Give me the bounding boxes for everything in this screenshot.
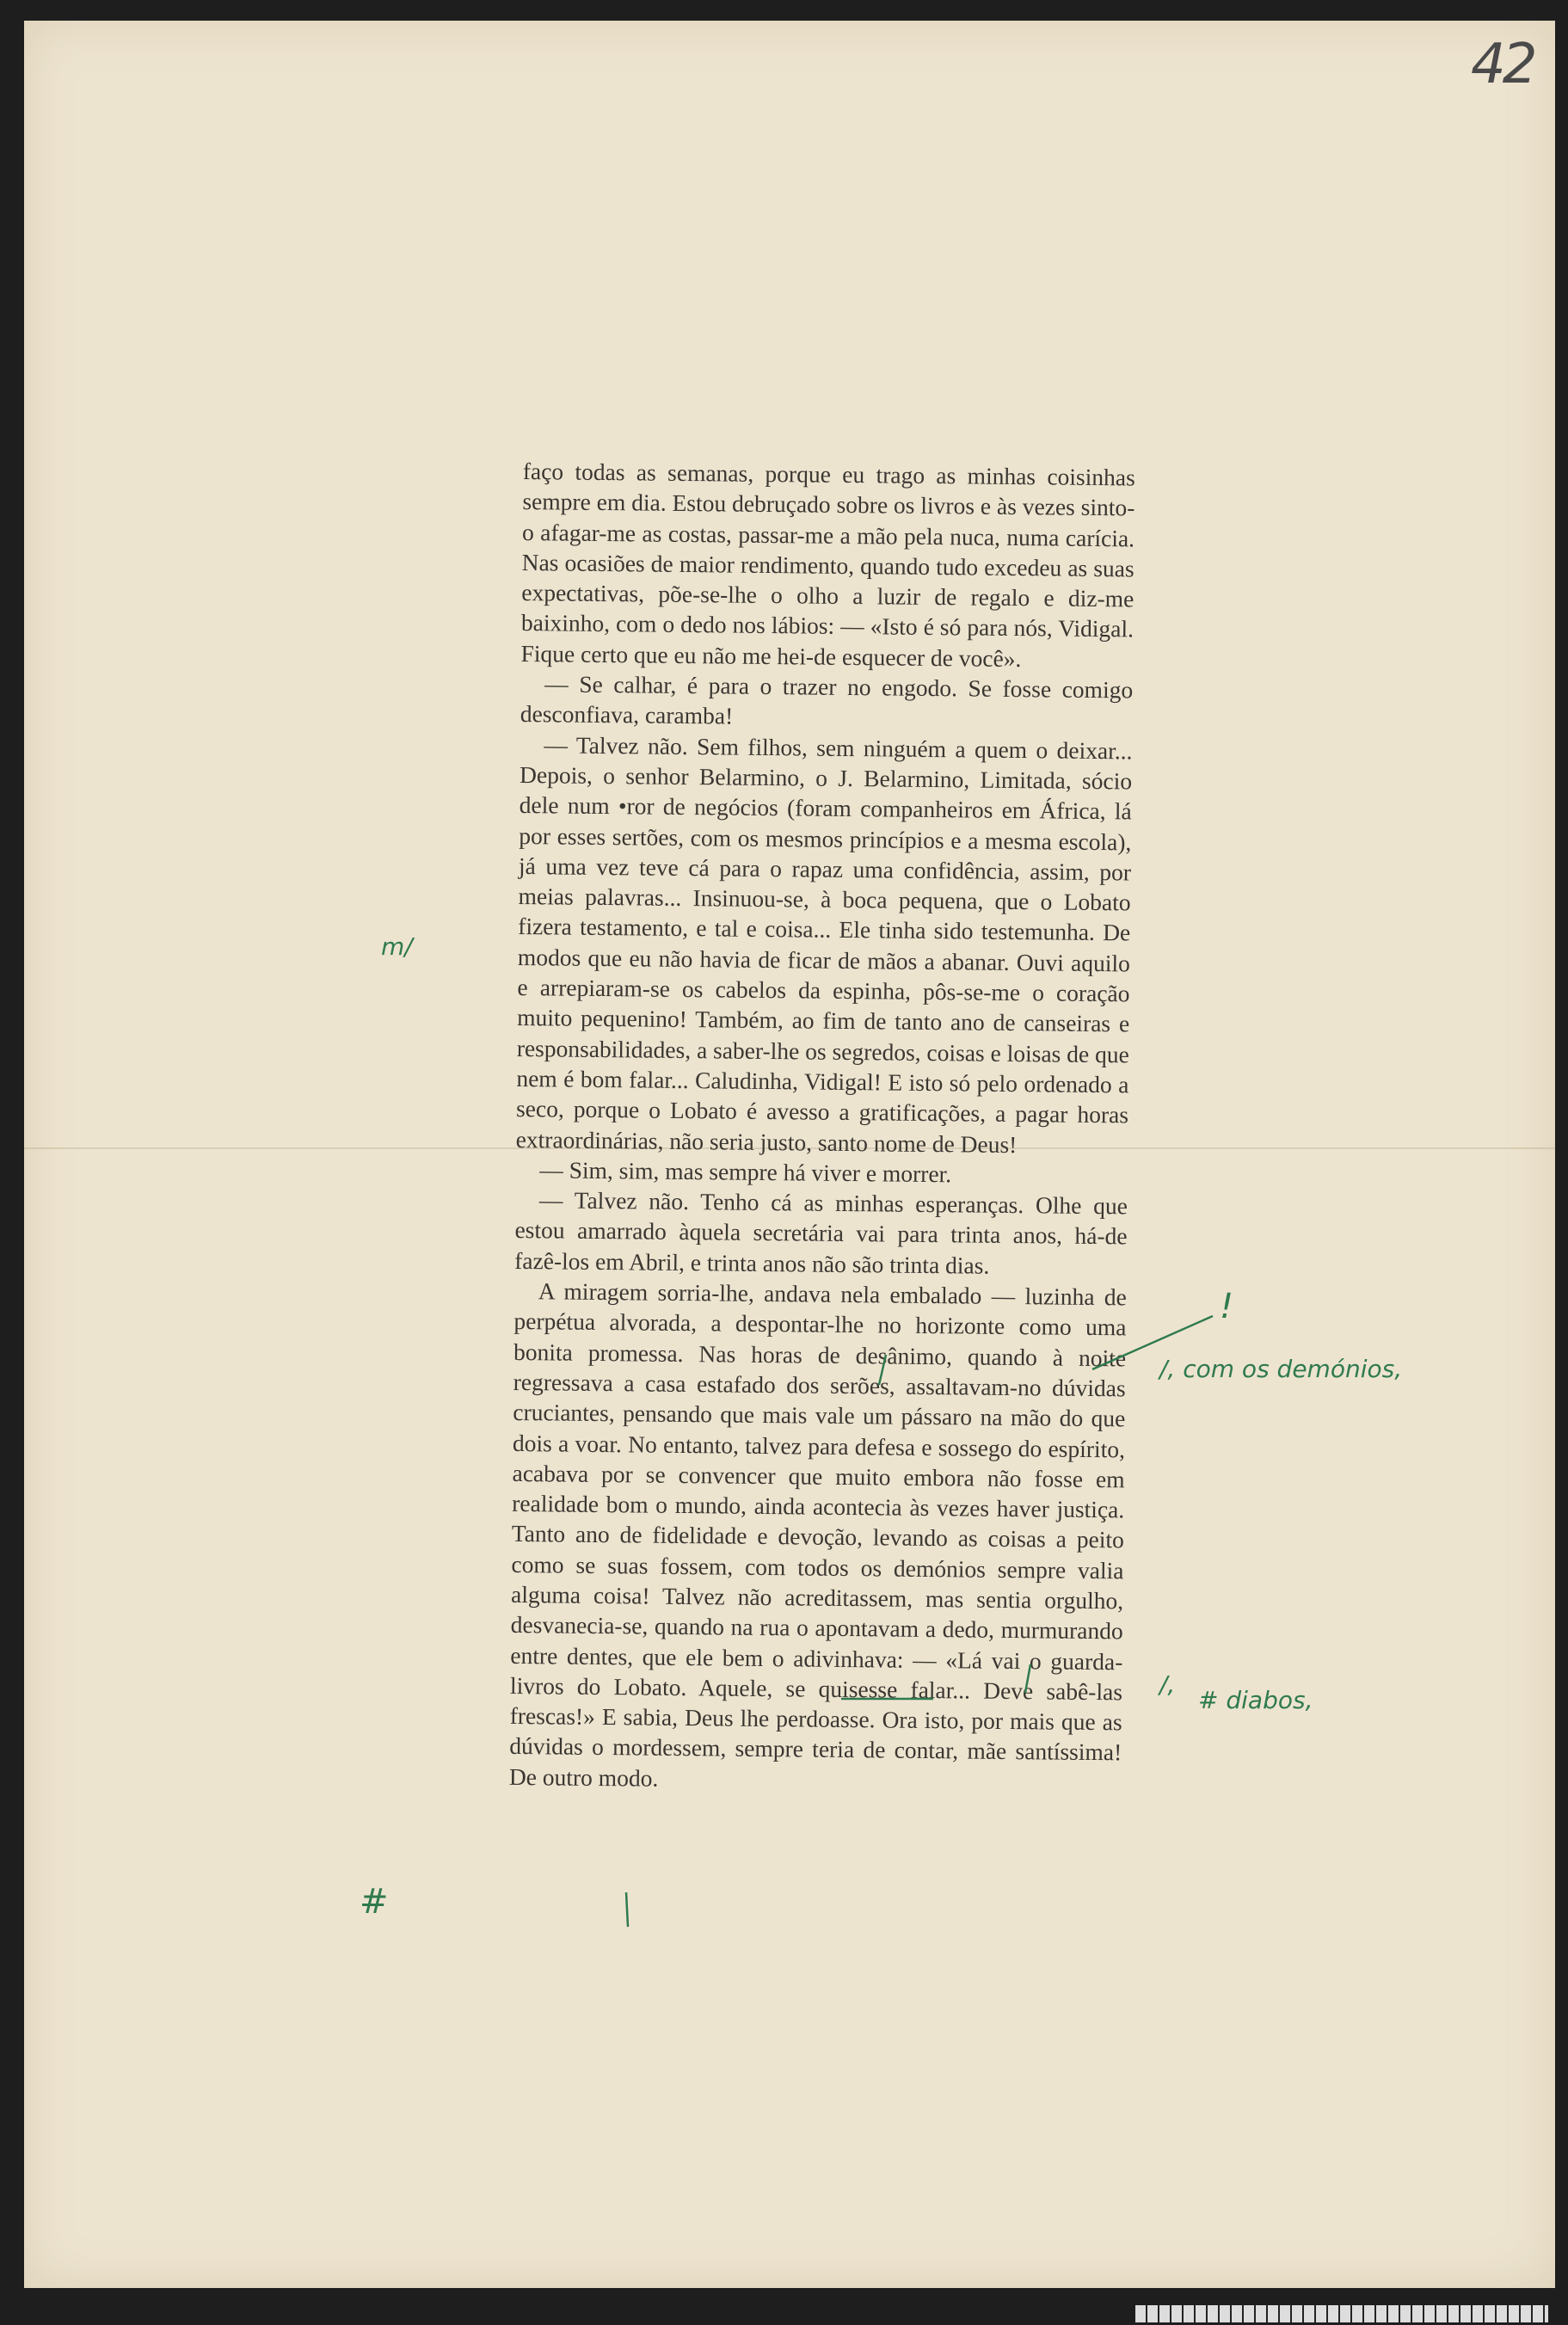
margin-correction-demonios: /, com os demónios,: [1159, 1355, 1403, 1383]
paragraph-2: — Se calhar, é para o trazer no engodo. Se fosse comigo desconfiava, caramba!: [520, 670, 1134, 729]
paragraph-4: — Sim, sim, mas sempre há viver e morrer.: [539, 1156, 952, 1188]
margin-mark-exclamation: !: [1220, 1287, 1234, 1326]
caret-mark-peito: [1025, 1664, 1030, 1693]
margin-mark-hash: #: [360, 1882, 389, 1922]
caret-mark-decontar: [626, 1892, 628, 1927]
paragraph-1: faço todas as semanas, porque eu trago as minhas coisinhas sempre em dia. Estou debruçado sobre os livros e às vezes sinto-o afagar-me as costas, passar-me a mão pela nuca, numa carícia. Nas ocasiões de maior rendimento, quando tudo excedeu as suas expectativas, põe-se-lhe o olho a luzir de regalo e diz-me baixinho, com o dedo nos lábios: — «Isto é só para nós, Vidigal. Fique certo que eu não me hei-de esquecer de você».: [520, 457, 1135, 672]
margin-correction-diabos: # diabos,: [1198, 1686, 1313, 1714]
caret-mark-anos: [879, 1355, 886, 1385]
paragraph-5: — Talvez não. Tenho cá as minhas esperanças. Olhe que estou amarrado àquela secretária vai para trinta anos, há-de fazê-los em Abril, e trinta anos não são trinta dias.: [514, 1186, 1128, 1279]
margin-mark-slash-comma: /,: [1159, 1670, 1176, 1699]
page-number: 42: [1471, 33, 1534, 96]
scale-ruler: [1135, 2305, 1548, 2322]
paragraph-6: A miragem sorria-lhe, andava nela embalado — luzinha de perpétua alvorada, a despontar-lhe no horizonte como uma bonita promessa. Nas horas de desânimo, quando à noite regressava a casa estafado dos serões, assaltavam-no dúvidas cruciantes, pensando que mais vale um pássaro na mão do que dois a voar. No entanto, talvez para defesa e sossego do espírito, acabava por se convencer que muito embora não fosse em realidade bom o mundo, ainda acontecia às vezes haver justiça. Tanto ano de fidelidade e devoção, levando as coisas a peito como se suas fossem, com todos os demónios sempre valia alguma coisa! Talvez não acreditassem, mas sentia orgulho, desvanecia-se, quando na rua o apontavam a dedo, murmurando entre dentes, que ele bem o adivinhava: — «Lá vai o guarda-livros do Lobato. Aquele, se quisesse falar... Deve sabê-las frescas!» E sabia, Deus lhe perdoasse. Ora isto, por mais que as dúvidas o mordessem, sempre teria de contar, mãe santíssima! De outro modo.: [508, 1277, 1127, 1792]
margin-mark-m: m/: [381, 932, 413, 961]
paragraph-3: — Talvez não. Sem filhos, sem ninguém a quem o deixar... Depois, o senhor Belarmino, o J. Belarmino, Limitada, sócio dele num •ror de negócios (foram companheiros em África, lá por esses sertões, com os mesmos princípios e a mesma escola), já uma vez teve cá para o rapaz uma confidência, assim, por meias palavras... Insinuou-se, à boca pequena, que o Lobato fizera testamento, e tal e coisa... Ele tinha sido testemunha. De modos que eu não havia de ficar de mãos a abanar. Ouvi aquilo e arrepiaram-se os cabelos da espinha, pôs-se-me o coração muito pequenino! Também, ao fim de tanto ano de canseiras e responsabilidades, a saber-lhe os segredos, coisas e loisas de que nem é bom falar... Caludinha, Vidigal! E isto só pelo ordenado a seco, porque o Lobato é avesso a gratificações, a pagar horas extraordinárias, não seria justo, santo nome de Deus!: [515, 730, 1133, 1158]
